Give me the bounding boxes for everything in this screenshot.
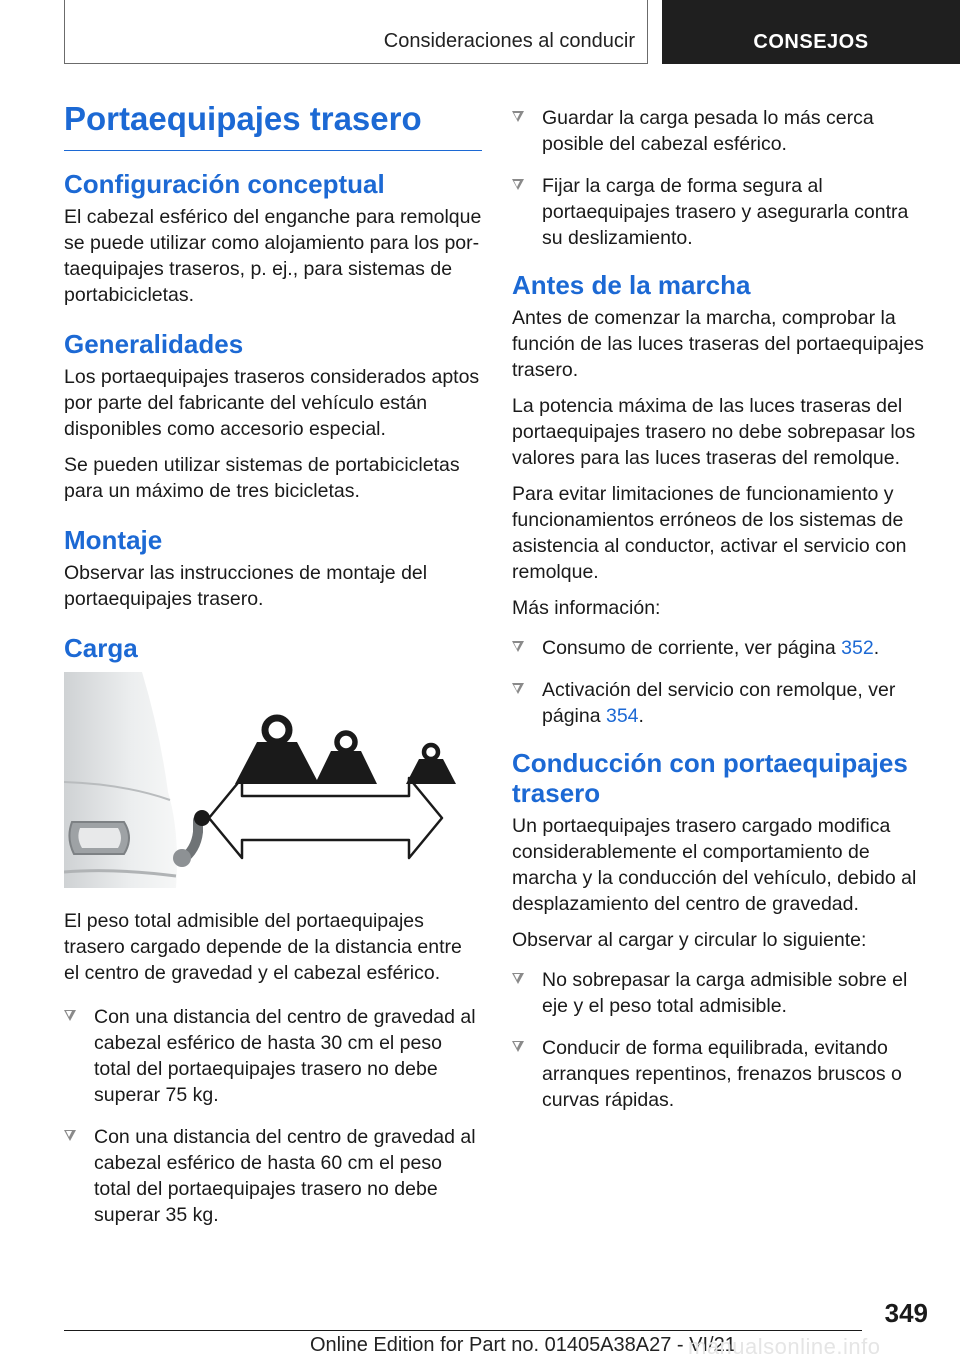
bullet-triangle-icon	[512, 1041, 524, 1052]
heading-carga: Carga	[64, 632, 138, 663]
paragraph: Se pueden utilizar sistemas de portabicicletas para un máximo de tres bicicletas.	[64, 453, 460, 502]
heading-conduccion: Conducción con portaequipajes trasero	[512, 747, 908, 808]
list-item: Fijar la carga de forma segura al portaequipajes trasero y asegurarla contra su deslizamiento.	[512, 173, 927, 251]
header-frame	[64, 0, 648, 64]
heading-montaje: Montaje	[64, 524, 163, 555]
bullet-triangle-icon	[64, 1010, 76, 1021]
paragraph: Más información:	[512, 596, 661, 619]
heading-generalidades: Generalidades	[64, 328, 244, 359]
bullet-triangle-icon	[64, 1130, 76, 1141]
carga-bullet-list-cont	[512, 105, 927, 251]
bullet-triangle-icon	[512, 179, 524, 190]
paragraph: Observar las instrucciones de montaje del portaequipajes trasero.	[64, 561, 428, 610]
paragraph: Antes de comenzar la marcha, comprobar la función de las luces traseras del portaequipajes trasero.	[512, 306, 924, 381]
paragraph: Un portaequipajes trasero cargado modifica considerablemente el comportamiento de marcha y la conducción del vehículo, debido al desplazamiento del centro de gravedad.	[512, 814, 917, 915]
page-link-352[interactable]: 352	[841, 636, 874, 659]
bullet-triangle-icon	[512, 111, 524, 122]
bullet-triangle-icon	[512, 683, 524, 694]
page-number: 349	[884, 1298, 928, 1328]
bullet-triangle-icon	[512, 641, 524, 652]
list-item: Con una distancia del centro de gravedad al cabezal esférico de hasta 60 cm el peso total del portaequipajes trasero no debe superar 35 kg.	[64, 1124, 482, 1228]
list-item: Consumo de corriente, ver página 352.	[512, 635, 927, 661]
paragraph: Observar al cargar y circular lo siguiente:	[512, 928, 867, 951]
list-item: Guardar la carga pesada lo más cerca posible del cabezal esférico.	[512, 105, 927, 157]
conduccion-bullet-list	[512, 967, 927, 1113]
list-item: Con una distancia del centro de gravedad al cabezal esférico de hasta 30 cm el peso total del portaequipajes trasero no debe superar 75 kg.	[64, 1004, 482, 1108]
list-item: Activación del servicio con remolque, ver página 354.	[512, 677, 927, 729]
paragraph: La potencia máxima de las luces traseras del portaequipajes trasero no debe sobrepasar los valores para las luces traseras del remolque.	[512, 394, 916, 469]
paragraph: Los portaequipajes traseros considerados aptos por parte del fabricante del vehículo están disponibles como accesorio especial.	[64, 365, 480, 440]
list-item: Conducir de forma equilibrada, evitando arranques repentinos, frenazos bruscos o curvas rápidas.	[512, 1035, 927, 1113]
more-info-list	[512, 635, 927, 729]
paragraph: El peso total admisible del portaequipajes trasero cargado depende de la distancia entre el centro de gravedad y el cabezal esférico.	[64, 909, 462, 984]
heading-antes-marcha: Antes de la marcha	[512, 270, 751, 300]
footer-divider	[64, 1330, 862, 1331]
left-column	[64, 170, 482, 1244]
carga-bullet-list	[64, 1004, 482, 1228]
header-section-title: Consideraciones al conducir	[383, 30, 635, 52]
paragraph: El cabezal esférico del enganche para remolque se puede utilizar como alojamiento para los portaequipajes traseros, p. ej., para sistemas de portabicicletas.	[64, 205, 482, 306]
footer-edition: Online Edition for Part no. 01405A38A27 - VI/21	[310, 1334, 736, 1356]
right-column	[512, 105, 927, 1129]
paragraph: Para evitar limitaciones de funcionamiento y funcionamientos erróneos de los sistemas de asistencia al conductor, activar el servicio con remolque.	[512, 482, 907, 583]
page-title: Portaequipajes trasero	[64, 100, 482, 151]
list-item: No sobrepasar la carga admisible sobre el eje y el peso total admisible.	[512, 967, 927, 1019]
header-chapter-label: CONSEJOS	[753, 31, 869, 53]
bullet-triangle-icon	[512, 973, 524, 984]
load-distance-illustration	[64, 672, 478, 888]
header-chapter-tab[interactable]	[662, 0, 960, 64]
heading-configuracion: Configuración conceptual	[64, 169, 385, 199]
page-link-354[interactable]: 354	[605, 704, 639, 727]
watermark-logo: manualsonline.info	[688, 1334, 881, 1359]
